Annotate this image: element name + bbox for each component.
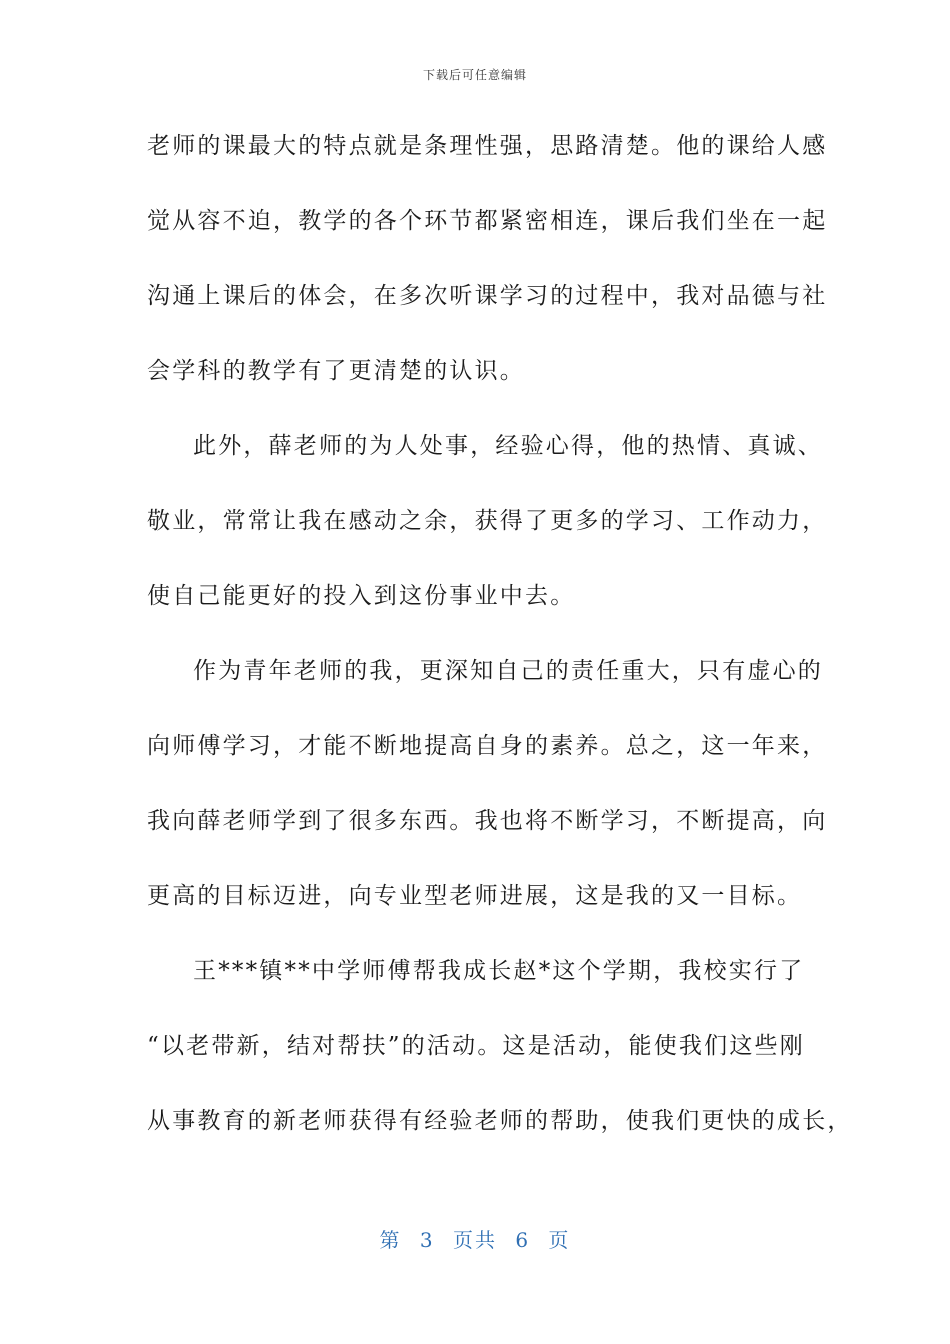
text-line: 向师傅学习，才能不断地提高自身的素养。总之，这一年来， <box>147 733 828 759</box>
page-header: 下载后可任意编辑 <box>422 68 527 82</box>
text-line: 觉从容不迫，教学的各个环节都紧密相连，课后我们坐在一起 <box>147 208 828 234</box>
text-line: 沟通上课后的体会，在多次听课学习的过程中，我对品德与社 <box>147 283 828 309</box>
paragraph-start-line: 此外，薛老师的为人处事，经验心得，他的热情、真诚、 <box>193 433 823 459</box>
page-footer: 第 3 页共 6 页 <box>379 1228 571 1252</box>
text-line: 敬业，常常让我在感动之余，获得了更多的学习、工作动力， <box>147 508 828 534</box>
text-line: 我向薛老师学到了很多东西。我也将不断学习，不断提高，向 <box>147 808 828 834</box>
paragraph-start-line: 作为青年老师的我，更深知自己的责任重大，只有虚心的 <box>193 658 823 684</box>
text-line: 使自己能更好的投入到这份事业中去。 <box>147 583 576 609</box>
text-line: 会学科的教学有了更清楚的认识。 <box>147 358 525 384</box>
text-line: 老师的课最大的特点就是条理性强，思路清楚。他的课给人感 <box>147 133 828 159</box>
text-line: 从事教育的新老师获得有经验老师的帮助，使我们更快的成长， <box>147 1108 853 1134</box>
document-body <box>147 118 853 1168</box>
text-line: “以老带新，结对帮扶”的活动。这是活动，能使我们这些刚 <box>147 1033 805 1059</box>
paragraph-start-line: 王***镇**中学师傅帮我成长赵*这个学期，我校实行了 <box>193 958 805 984</box>
text-line: 更高的目标迈进，向专业型老师进展，这是我的又一目标。 <box>147 883 803 909</box>
